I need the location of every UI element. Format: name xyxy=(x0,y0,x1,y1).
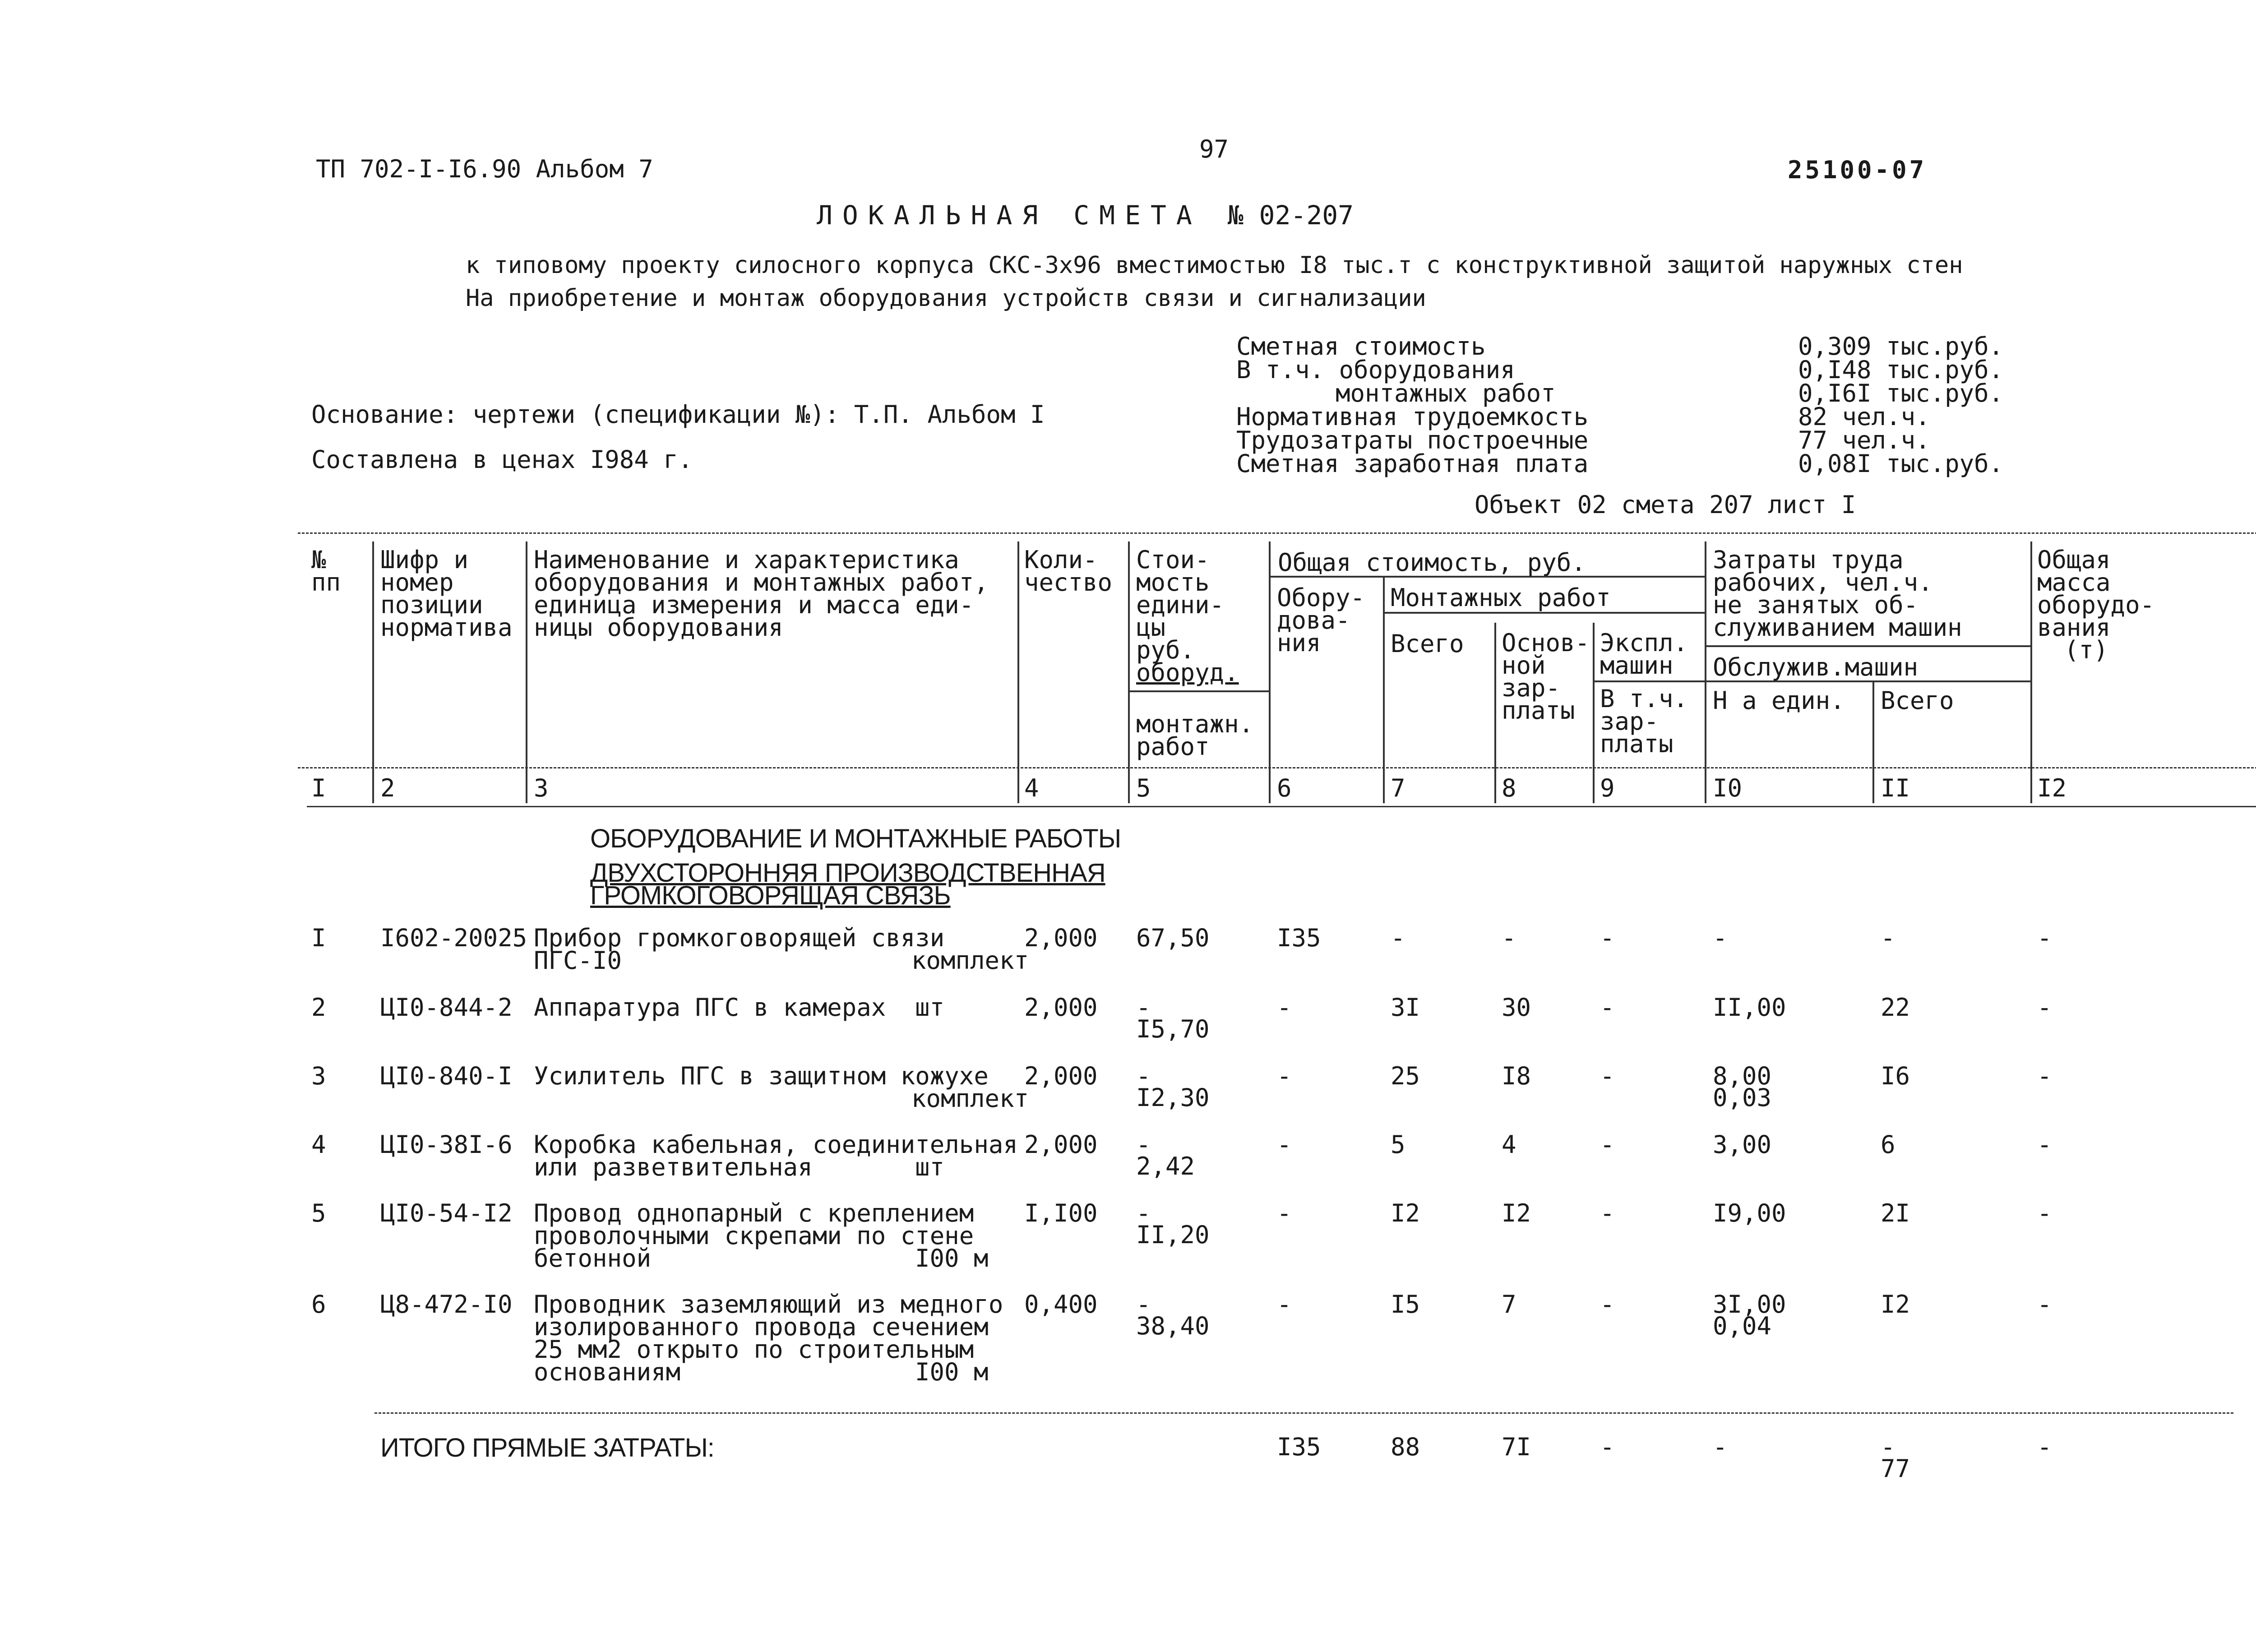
col9-split-line xyxy=(1593,680,1705,682)
row-cell-labor-total: 6 xyxy=(1881,1130,1895,1159)
column-number: I2 xyxy=(2037,774,2067,802)
row-cell-equipment-cost: - xyxy=(1277,1130,1292,1159)
header-col9-top xyxy=(1600,629,1688,680)
col-divider xyxy=(1593,623,1595,803)
header-line: Основ- xyxy=(1502,629,1590,657)
row-cell-machines: - xyxy=(1600,1199,1615,1227)
table-top-border xyxy=(298,532,2256,534)
header-line: оборудо- xyxy=(2037,591,2155,619)
row-name-line: бетонной xyxy=(534,1244,652,1273)
header-line: цы xyxy=(1136,613,1166,642)
row-cell-labor-total: I2 xyxy=(1881,1290,1910,1319)
row-name-line: или разветвительная xyxy=(534,1153,813,1181)
summary-label: монтажных работ xyxy=(1336,379,1556,407)
row-cell-labor-unit: 3,00 xyxy=(1713,1130,1772,1159)
row-cell-base-wage: - xyxy=(1502,924,1516,952)
total-cell: 88 xyxy=(1391,1433,1420,1461)
summary-label: Трудозатраты построечные xyxy=(1236,426,1589,454)
row-cell-equipment-cost: - xyxy=(1277,993,1292,1022)
row-unit: шт xyxy=(915,993,945,1022)
header-line: платы xyxy=(1502,696,1575,725)
header-line: руб. xyxy=(1136,636,1195,664)
column-number: I xyxy=(311,774,326,802)
prices-text: Составлена в ценах I984 г. xyxy=(311,445,693,474)
header-line: чество xyxy=(1024,568,1113,597)
group-labor-underline xyxy=(1705,645,2030,647)
row-cell-mass: - xyxy=(2037,993,2052,1022)
header-line: едини- xyxy=(1136,591,1225,619)
row-quantity: 0,400 xyxy=(1024,1290,1098,1319)
total-cell: I35 xyxy=(1277,1433,1321,1461)
header-line: зар- xyxy=(1600,707,1659,736)
summary-label: В т.ч. оборудования xyxy=(1236,356,1515,384)
purpose: На приобретение и монтаж оборудования устройств связи и сигнализации xyxy=(466,285,1426,312)
column-number: 8 xyxy=(1502,774,1516,802)
row-price-equipment: - xyxy=(1136,1290,1151,1319)
col-divider xyxy=(526,541,527,803)
row-cell-equipment-cost: - xyxy=(1277,1062,1292,1090)
row-cell-mass: - xyxy=(2037,924,2052,952)
row-name-line: Прибор громкоговорящей связи xyxy=(534,924,945,952)
row-price-mounting: I5,70 xyxy=(1136,1015,1210,1043)
summary-value: 82 чел.ч. xyxy=(1798,403,1930,431)
total-cell: - xyxy=(1600,1433,1615,1461)
header-group-labor xyxy=(1713,546,1962,642)
total-cell: - xyxy=(2037,1433,2052,1461)
header-line: рабочих, чел.ч. xyxy=(1713,568,1933,597)
row-code: ЦI0-844-2 xyxy=(380,993,513,1022)
section-title: ОБОРУДОВАНИЕ И МОНТАЖНЫЕ РАБОТЫ xyxy=(590,824,1121,853)
header-line: служиванием машин xyxy=(1713,613,1962,642)
row-cell-base-wage: I8 xyxy=(1502,1062,1531,1090)
title-text: ЛОКАЛЬНАЯ СМЕТА xyxy=(817,200,1202,231)
header-line: пп xyxy=(311,568,341,597)
total-cell: 7I xyxy=(1502,1433,1531,1461)
subtitle: к типовому проекту силосного корпуса СКС-3х96 вместимостью I8 тыс.т с конструктивной защитой наружных стен xyxy=(466,252,1963,279)
row-cell-equipment-cost: - xyxy=(1277,1199,1292,1227)
header-line: работ xyxy=(1136,732,1210,761)
header-line: Общая xyxy=(2037,546,2111,574)
header-line: позиции xyxy=(380,591,483,619)
header-line: Шифр и xyxy=(380,546,469,574)
subsection-line: ГРОМКОГОВОРЯЩАЯ СВЯЗЬ xyxy=(590,881,951,910)
header-line: Стои- xyxy=(1136,546,1210,574)
header-col10: Н а един. xyxy=(1713,686,1845,715)
row-name-line: Проводник заземляющий из медного xyxy=(534,1290,1003,1319)
row-cell-mount-total: - xyxy=(1391,924,1405,952)
colnum-top-border xyxy=(298,767,2256,768)
row-cell-mount-total: 3I xyxy=(1391,993,1420,1022)
row-cell-mount-total: 25 xyxy=(1391,1062,1420,1090)
row-quantity: 2,000 xyxy=(1024,1062,1098,1090)
column-number: 2 xyxy=(380,774,395,802)
col-divider xyxy=(1017,541,1019,803)
row-unit: I00 м xyxy=(915,1244,989,1273)
row-name-line: Аппаратура ПГС в камерах xyxy=(534,993,886,1022)
header-line: масса xyxy=(2037,568,2111,597)
row-cell-labor-total: I6 xyxy=(1881,1062,1910,1090)
row-quantity: 2,000 xyxy=(1024,1130,1098,1159)
row-cell-labor-total: 2I xyxy=(1881,1199,1910,1227)
row-cell-base-wage: I2 xyxy=(1502,1199,1531,1227)
col-divider xyxy=(1494,623,1496,803)
subsection-title xyxy=(590,858,1105,910)
col-divider xyxy=(1705,541,1706,803)
row-price-equipment: - xyxy=(1136,1199,1151,1227)
summary-labels xyxy=(1236,332,1589,478)
summary-label: Сметная стоимость xyxy=(1236,332,1486,361)
row-cell-labor-total: - xyxy=(1881,924,1895,952)
total-cell: 77 xyxy=(1881,1454,1910,1483)
row-cell-base-wage: 30 xyxy=(1502,993,1531,1022)
row-name-line: Коробка кабельная, соединительная xyxy=(534,1130,1018,1159)
row-unit: шт xyxy=(915,1153,945,1181)
row-cell-base-wage: 4 xyxy=(1502,1130,1516,1159)
row-cell-base-wage: 7 xyxy=(1502,1290,1516,1319)
header-col7: Всего xyxy=(1391,629,1464,658)
header-line: зар- xyxy=(1502,674,1561,702)
row-name-line: ПГС-I0 xyxy=(534,946,622,975)
summary-values xyxy=(1798,332,2004,478)
row-number: I xyxy=(311,924,326,952)
row-name-line: основаниям xyxy=(534,1358,681,1386)
summary-value: 0,I6I тыс.руб. xyxy=(1798,379,2004,407)
row-cell-labor-total: 22 xyxy=(1881,993,1910,1022)
row-cell-labor-unit: 8,00 xyxy=(1713,1062,1772,1090)
group-mount-underline xyxy=(1383,612,1705,614)
header-line: дова- xyxy=(1277,606,1350,634)
header-line: (т) xyxy=(2064,636,2108,664)
column-number: 7 xyxy=(1391,774,1405,802)
header-col2 xyxy=(380,546,513,642)
row-cell-mass: - xyxy=(2037,1199,2052,1227)
row-name-line: изолированного провода сечением xyxy=(534,1313,989,1341)
header-line: Наименование и характеристика xyxy=(534,546,959,574)
document-code: 25100-07 xyxy=(1788,156,1927,184)
col-divider xyxy=(372,541,374,803)
summary-value: 0,I48 тыс.руб. xyxy=(1798,356,2004,384)
column-number: 9 xyxy=(1600,774,1615,802)
row-name-line: Провод однопарный с креплением xyxy=(534,1199,974,1227)
row-cell-labor-machine: 0,03 xyxy=(1713,1083,1772,1112)
row-cell-equipment-cost: I35 xyxy=(1277,924,1321,952)
row-price-mounting: I2,30 xyxy=(1136,1083,1210,1112)
header-line: ной xyxy=(1502,651,1546,680)
header-line: оборуд. xyxy=(1136,658,1239,687)
row-price-mounting: II,20 xyxy=(1136,1221,1210,1249)
row-code: ЦI0-54-I2 xyxy=(380,1199,513,1227)
header-line: монтажн. xyxy=(1136,710,1254,738)
column-number: 4 xyxy=(1024,774,1039,802)
col-divider xyxy=(1128,541,1130,803)
row-number: 2 xyxy=(311,993,326,1022)
column-number: 3 xyxy=(534,774,549,802)
row-name-line: Усилитель ПГС в защитном кожухе xyxy=(534,1062,989,1090)
header-line: Коли- xyxy=(1024,546,1098,574)
row-cell-labor-unit: 3I,00 xyxy=(1713,1290,1786,1319)
header-line: В т.ч. xyxy=(1600,685,1688,713)
col-divider xyxy=(2030,541,2032,803)
row-price-equipment: 67,50 xyxy=(1136,924,1210,952)
header-col4 xyxy=(1024,546,1113,597)
header-line: не занятых об- xyxy=(1713,591,1919,619)
row-cell-labor-machine: 0,04 xyxy=(1713,1312,1772,1340)
row-code: I602-20025 xyxy=(380,924,527,952)
row-price-equipment: - xyxy=(1136,1062,1151,1090)
summary-label: Нормативная трудоемкость xyxy=(1236,403,1589,431)
total-label: ИТОГО ПРЯМЫЕ ЗАТРАТЫ: xyxy=(380,1433,714,1462)
total-cell: - xyxy=(1881,1433,1895,1461)
row-cell-labor-unit: I9,00 xyxy=(1713,1199,1786,1227)
header-line: № xyxy=(311,546,326,574)
title-number: № 02-207 xyxy=(1227,200,1354,231)
row-cell-machines: - xyxy=(1600,1130,1615,1159)
row-name-line: 25 мм2 открыто по строительным xyxy=(534,1335,974,1364)
colnum-bottom-border xyxy=(307,806,2256,807)
row-unit: комплект xyxy=(911,1084,1029,1113)
row-cell-mount-total: I2 xyxy=(1391,1199,1420,1227)
col-divider xyxy=(1269,541,1271,803)
total-separator xyxy=(374,1412,2233,1414)
header-col5-top xyxy=(1136,546,1239,687)
header-group-cost: Общая стоимость, руб. xyxy=(1278,548,1586,577)
row-quantity: 2,000 xyxy=(1024,993,1098,1022)
column-number: I0 xyxy=(1713,774,1743,802)
column-number: 6 xyxy=(1277,774,1292,802)
header-line: номер xyxy=(380,568,454,597)
row-code: ЦI0-38I-6 xyxy=(380,1130,513,1159)
row-cell-labor-unit: II,00 xyxy=(1713,993,1786,1022)
col5-split-line xyxy=(1128,690,1269,692)
header-line: ния xyxy=(1277,629,1321,657)
header-line: ницы оборудования xyxy=(534,613,783,642)
column-number: II xyxy=(1881,774,1910,802)
header-group-mount: Монтажных работ xyxy=(1391,583,1611,612)
column-number: 5 xyxy=(1136,774,1151,802)
row-price-equipment: - xyxy=(1136,1130,1151,1159)
header-col3 xyxy=(534,546,989,642)
header-line: норматива xyxy=(380,613,513,642)
header-line: платы xyxy=(1600,730,1674,758)
object-line: Объект 02 смета 207 лист I xyxy=(1475,491,1856,519)
summary-value: 0,309 тыс.руб. xyxy=(1798,332,2004,361)
summary-value: 77 чел.ч. xyxy=(1798,426,1930,454)
col-divider xyxy=(1872,681,1874,803)
row-cell-mount-total: 5 xyxy=(1391,1130,1405,1159)
header-col6 xyxy=(1277,583,1365,657)
row-cell-machines: - xyxy=(1600,1062,1615,1090)
header-col8 xyxy=(1502,629,1590,725)
header-line: Экспл. xyxy=(1600,629,1688,657)
row-code: Ц8-472-I0 xyxy=(380,1290,513,1319)
header-line: Затраты труда xyxy=(1713,546,1904,574)
row-unit: комплект xyxy=(911,946,1029,975)
page-title xyxy=(817,200,1354,231)
row-name-line: проволочными скрепами по стене xyxy=(534,1222,974,1250)
row-quantity: I,I00 xyxy=(1024,1199,1098,1227)
row-cell-mount-total: I5 xyxy=(1391,1290,1420,1319)
header-line: машин xyxy=(1600,651,1674,680)
header-line: Обору- xyxy=(1277,583,1365,612)
row-quantity: 2,000 xyxy=(1024,924,1098,952)
header-col9-bottom xyxy=(1600,685,1688,758)
row-cell-mass: - xyxy=(2037,1062,2052,1090)
header-col12 xyxy=(2037,546,2155,664)
header-col5-bottom xyxy=(1136,710,1254,761)
header-col1 xyxy=(311,546,341,597)
header-line: вания xyxy=(2037,613,2111,642)
row-number: 5 xyxy=(311,1199,326,1227)
header-col11: Всего xyxy=(1881,686,1954,715)
row-cell-mass: - xyxy=(2037,1290,2052,1319)
row-cell-machines: - xyxy=(1600,993,1615,1022)
row-price-mounting: 38,40 xyxy=(1136,1312,1210,1340)
row-cell-machines: - xyxy=(1600,1290,1615,1319)
row-number: 3 xyxy=(311,1062,326,1090)
row-cell-labor-unit: - xyxy=(1713,924,1728,952)
header-group-machine: Обслужив.машин xyxy=(1713,653,1919,681)
row-cell-equipment-cost: - xyxy=(1277,1290,1292,1319)
row-unit: I00 м xyxy=(915,1358,989,1386)
total-cell: - xyxy=(1713,1433,1728,1461)
row-price-equipment: - xyxy=(1136,993,1151,1022)
project-reference: ТП 702-I-I6.90 Альбом 7 xyxy=(316,155,653,183)
row-number: 6 xyxy=(311,1290,326,1319)
page-number: 97 xyxy=(1199,135,1229,163)
summary-label: Сметная заработная плата xyxy=(1236,449,1589,478)
header-line: единица измерения и масса еди- xyxy=(534,591,974,619)
col-divider xyxy=(1383,578,1385,803)
summary-value: 0,08I тыс.руб. xyxy=(1798,449,2004,478)
row-cell-machines: - xyxy=(1600,924,1615,952)
row-number: 4 xyxy=(311,1130,326,1159)
row-cell-mass: - xyxy=(2037,1130,2052,1159)
header-line: мость xyxy=(1136,568,1210,597)
row-code: ЦI0-840-I xyxy=(380,1062,513,1090)
basis-text: Основание: чертежи (спецификации №): Т.П. Альбом I xyxy=(311,400,1045,429)
header-line: оборудования и монтажных работ, xyxy=(534,568,989,597)
row-price-mounting: 2,42 xyxy=(1136,1152,1195,1180)
subsection-line: ДВУХСТОРОННЯЯ ПРОИЗВОДСТВЕННАЯ xyxy=(590,858,1105,888)
